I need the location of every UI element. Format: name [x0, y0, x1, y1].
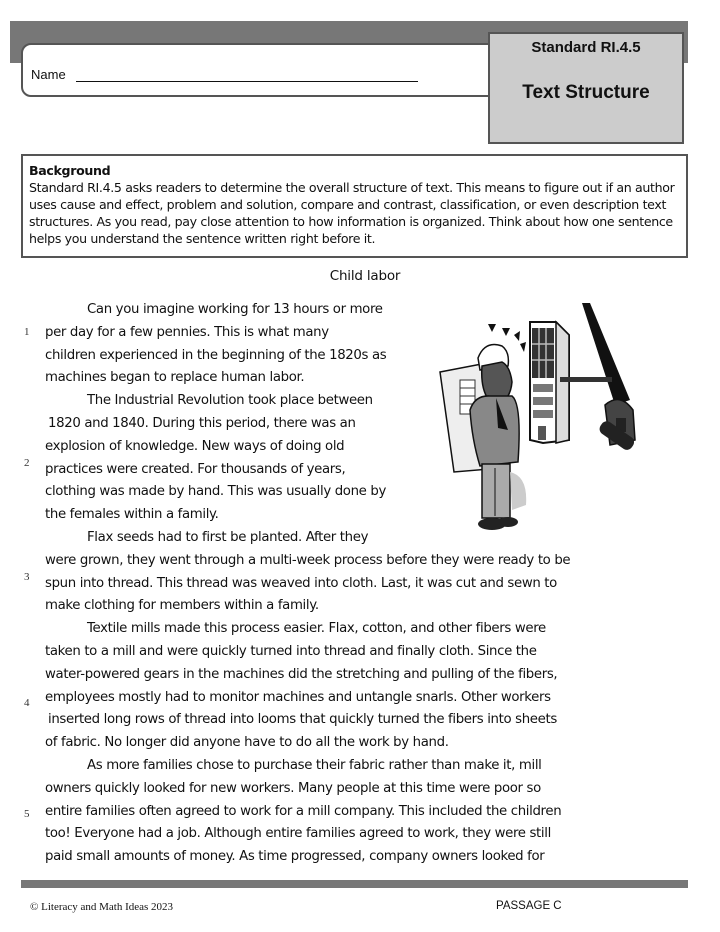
passage-line: Textile mills made this process easier. Flax, cotton, and other fibers were: [87, 621, 546, 637]
passage-label: PASSAGE C: [496, 900, 562, 912]
passage-line: the females within a family.: [45, 507, 219, 523]
passage-line: 1820 and 1840. During this period, there was an: [48, 415, 356, 431]
passage-line: As more families chose to purchase their fabric rather than make it, mill: [87, 757, 542, 773]
passage-line: too! Everyone had a job. Although entire families agreed to work, they were still: [45, 826, 551, 842]
name-box: [21, 43, 505, 97]
passage-line: The Industrial Revolution took place between: [87, 393, 373, 409]
construction-worker-illustration: [430, 300, 640, 540]
passage-line: entire families often agreed to work for a mill company. This included the children: [45, 803, 562, 819]
passage-title: Child labor: [329, 268, 401, 284]
worker-icon: [440, 345, 526, 531]
passage-line: make clothing for members within a family.: [45, 598, 319, 614]
passage-line: Can you imagine working for 13 hours or more: [87, 302, 383, 317]
crane-icon: [560, 303, 636, 452]
passage-line: children experienced in the beginning of the 1820s as: [45, 347, 387, 363]
passage-line: Flax seeds had to first be planted. After they: [87, 529, 369, 545]
passage-line: practices were created. For thousands of years,: [45, 461, 346, 477]
paragraph-number: 4: [24, 697, 30, 709]
paragraph-number: 3: [24, 571, 30, 583]
background-heading: Background: [29, 163, 111, 178]
name-label: Name: [31, 67, 66, 82]
passage-line: water-powered gears in the machines did the stretching and pulling of the fibers,: [45, 666, 558, 682]
standard-box: [488, 32, 684, 144]
passage-line: machines began to replace human labor.: [45, 370, 305, 386]
standard-code: Standard RI.4.5: [531, 39, 641, 56]
background-text: Standard RI.4.5 asks readers to determine the overall structure of text. This means to figure out if an author uses cause and effect, problem and solution, compare and contrast, classification, or even description text structures. As you read, pay close attention to how information is organized. Think about how one sentence helps you understand the sentence written right before it.: [29, 180, 675, 246]
passage-line: explosion of knowledge. New ways of doing old: [45, 438, 345, 454]
illustration-graphic: [430, 300, 640, 540]
paragraph-number: 5: [24, 808, 30, 820]
passage-line: taken to a mill and were quickly turned into thread and finally cloth. Since the: [45, 643, 537, 659]
passage-line: of fabric. No longer did anyone have to do all the work by hand.: [45, 735, 449, 751]
passage-line: spun into thread. This thread was weaved into cloth. Last, it was cut and sewn to: [45, 575, 557, 591]
passage-line: were grown, they went through a multi-week process before they were ready to be: [45, 552, 571, 568]
standard-title: Text Structure: [522, 82, 650, 103]
passage-line: clothing was made by hand. This was usually done by: [45, 484, 386, 500]
passage-line: inserted long rows of thread into looms that quickly turned the fibers into sheets: [48, 712, 557, 728]
paragraph-number: 1: [24, 326, 30, 338]
copyright-text: © Literacy and Math Ideas 2023: [30, 901, 174, 913]
passage-line: owners quickly looked for new workers. Many people at this time were poor so: [45, 780, 541, 796]
passage-line: paid small amounts of money. As time progressed, company owners looked for: [45, 849, 545, 865]
passage-line: per day for a few pennies. This is what many: [45, 324, 329, 340]
building-icon: [530, 322, 569, 443]
name-input-line[interactable]: [76, 81, 418, 82]
footer-band: [21, 880, 688, 888]
paragraph-number: 2: [24, 457, 30, 469]
background-box: [21, 154, 688, 258]
passage-line: employees mostly had to monitor machines and untangle snarls. Other workers: [45, 689, 551, 705]
